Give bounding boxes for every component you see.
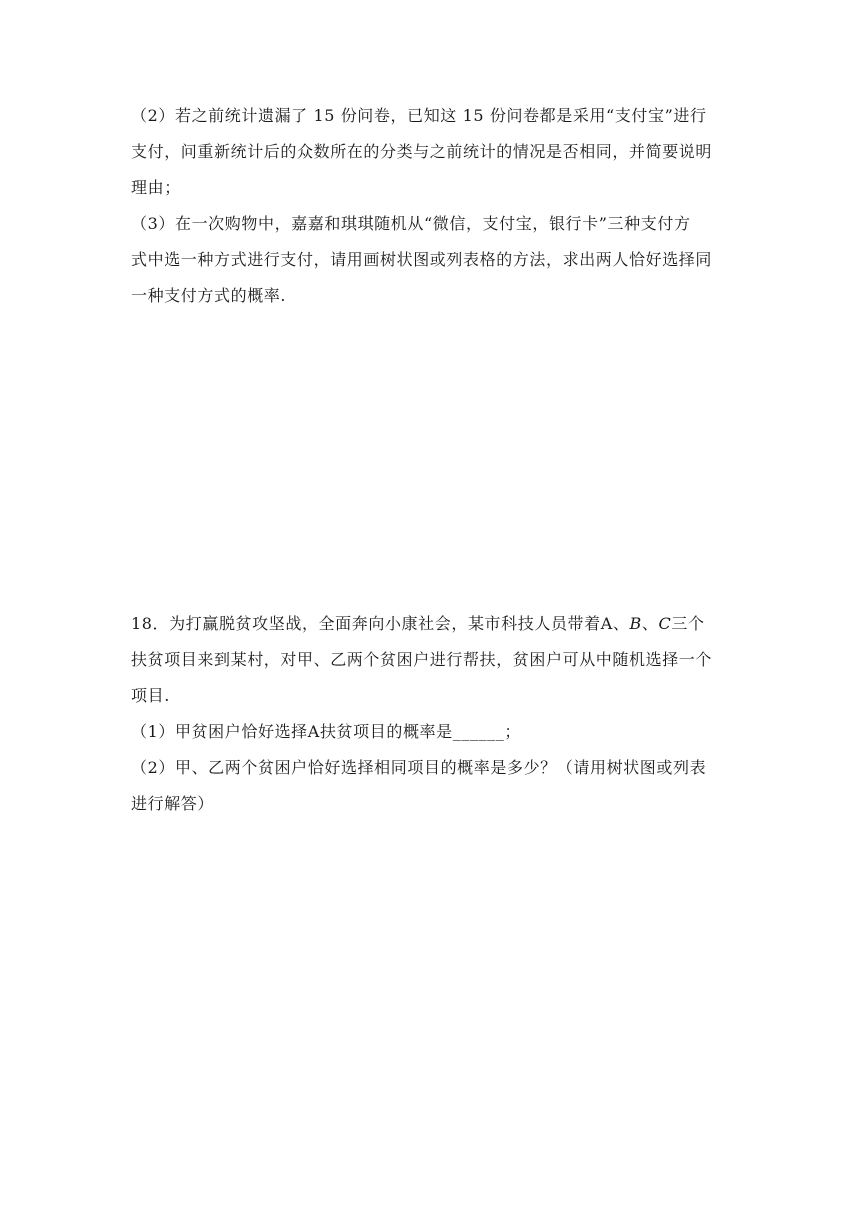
question-17-continuation bbox=[131, 98, 731, 314]
q18-stem-suffix: 三个 bbox=[671, 614, 705, 633]
q18-part-2-line-2: 进行解答） bbox=[131, 794, 215, 813]
question-18 bbox=[131, 606, 731, 822]
q18-stem-line-2: 扶贫项目来到某村，对甲、乙两个贫困户进行帮扶，贫困户可从中随机选择一个 bbox=[131, 650, 713, 669]
item-a-label: A bbox=[600, 614, 613, 633]
q18-part-2-line-1: （2）甲、乙两个贫困户恰好选择相同项目的概率是多少？（请用树状图或列表 bbox=[131, 758, 707, 777]
q3-line-1: （3）在一次购物中，嘉嘉和琪琪随机从“微信，支付宝，银行卡”三种支付方 bbox=[131, 214, 691, 233]
item-b-label: B bbox=[629, 614, 642, 633]
q3-line-3: 一种支付方式的概率. bbox=[131, 286, 287, 305]
q2-line-3: 理由； bbox=[131, 178, 181, 197]
q18-stem-line-1 bbox=[131, 606, 731, 642]
separator: 、 bbox=[612, 614, 630, 633]
q2-line-1: （2）若之前统计遗漏了 15 份问卷，已知这 15 份问卷都是采用“支付宝”进行 bbox=[131, 106, 707, 125]
q18-stem-prefix: 18．为打赢脱贫攻坚战，全面奔向小康社会，某市科技人员带着 bbox=[131, 614, 601, 633]
q18-part-1 bbox=[131, 714, 731, 750]
part1-prefix: （1）甲贫困户恰好选择 bbox=[131, 722, 308, 741]
q3-line-2: 式中选一种方式进行支付，请用画树状图或列表格的方法，求出两人恰好选择同 bbox=[131, 250, 713, 269]
part1-item-label: A bbox=[307, 722, 320, 741]
q2-line-2: 支付，问重新统计后的众数所在的分类与之前统计的情况是否相同，并简要说明 bbox=[131, 142, 713, 161]
q18-stem-line-3: 项目. bbox=[131, 686, 170, 705]
item-c-label: C bbox=[658, 614, 672, 633]
part1-suffix: 扶贫项目的概率是______； bbox=[319, 722, 521, 741]
separator: 、 bbox=[641, 614, 659, 633]
